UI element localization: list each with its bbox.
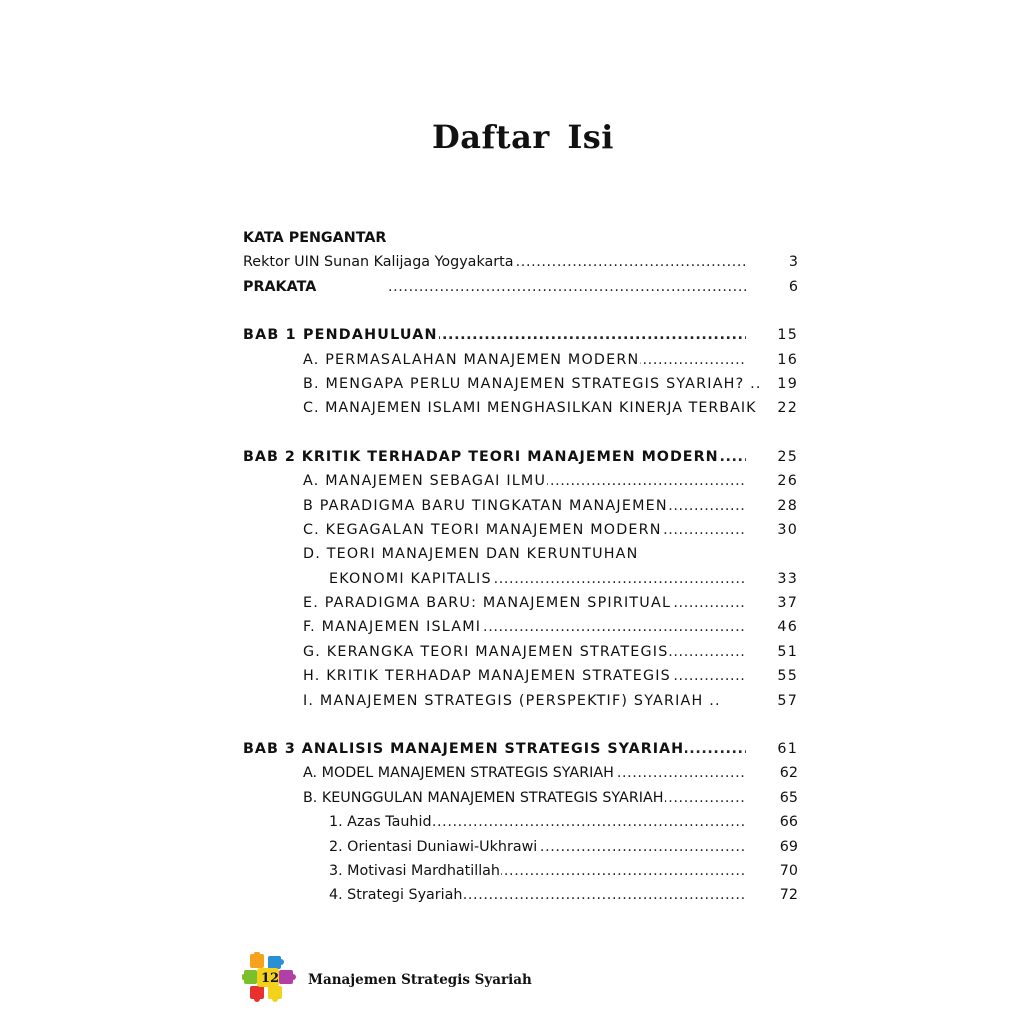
toc-entry-text: I. MANAJEMEN STRATEGIS (PERSPEKTIF) SYARIAH .. (303, 692, 721, 709)
toc-entry-text: C. KEGAGALAN TEORI MANAJEMEN MODERN (303, 521, 662, 538)
toc-page-number: 69 (779, 838, 798, 855)
toc-page-number: 46 (777, 619, 798, 636)
toc-entry-text: 2. Orientasi Duniawi-Ukhrawi (329, 838, 538, 855)
toc-entry-bab-2-e[interactable] (243, 591, 798, 615)
toc-entry-text: B PARADIGMA BARU TINGKATAN MANAJEMEN (303, 497, 668, 514)
toc-entry-bab-3-a[interactable] (243, 761, 798, 785)
toc-entry-bab-3-b-4[interactable] (243, 883, 798, 907)
toc-entry-text: C. MANAJEMEN ISLAMI MENGHASILKAN KINERJA TERBAIK (303, 400, 757, 417)
toc-page-number: 70 (779, 862, 798, 879)
toc-entry-bab-3[interactable] (243, 737, 798, 761)
toc-entry-bab-1-b[interactable] (243, 372, 798, 396)
running-title: Manajemen Strategis Syariah (308, 972, 532, 988)
toc-page-number: 57 (777, 692, 798, 709)
toc-page-number: 25 (777, 448, 798, 465)
toc-entry-text: Rektor UIN Sunan Kalijaga Yogyakarta (243, 254, 514, 271)
toc-entry-bab-2-i[interactable] (243, 689, 798, 713)
toc-entry-bab-2-f[interactable] (243, 615, 798, 639)
toc-page-number: 62 (779, 765, 798, 782)
toc-entry-text: B. MENGAPA PERLU MANAJEMEN STRATEGIS SYARIAH? .. (303, 375, 762, 392)
toc-page-number: 16 (777, 351, 798, 368)
toc-entry-bab-3-b-3[interactable] (243, 859, 798, 883)
toc-entry-text: H. KRITIK TERHADAP MANAJEMEN STRATEGIS (303, 668, 671, 685)
toc-entry-bab-2-d-cont[interactable] (243, 567, 798, 591)
toc-page-number: 15 (777, 327, 798, 344)
toc-entry-bab-2-h[interactable] (243, 664, 798, 688)
toc-entry-text: BAB 3 ANALISIS MANAJEMEN STRATEGIS SYARIAH (243, 741, 685, 758)
toc-page-number: 65 (779, 789, 798, 806)
toc-entry-bab-1[interactable] (243, 323, 798, 347)
toc-entry-bab-1-c[interactable] (243, 396, 798, 420)
toc-entry-text: BAB 2 KRITIK TERHADAP TEORI MANAJEMEN MODERN (243, 448, 719, 465)
toc-page-number: 19 (777, 375, 798, 392)
toc-entry-bab-3-b-2[interactable] (243, 835, 798, 859)
toc-entry-text: A. MANAJEMEN SEBAGAI ILMU (303, 473, 547, 490)
toc-entry-text: 3. Motivasi Mardhatillah (329, 862, 500, 879)
toc-entry-text: KATA PENGANTAR (243, 230, 387, 246)
toc-entry-text: A. PERMASALAHAN MANAJEMEN MODERN (303, 351, 640, 368)
toc-page-number: 37 (777, 595, 798, 612)
toc-page-number: 22 (777, 400, 798, 417)
toc-entry-text: EKONOMI KAPITALIS (329, 570, 492, 587)
toc-entry-bab-2[interactable] (243, 445, 798, 469)
page-title: Daftar Isi (432, 118, 614, 156)
toc-entry-text: PRAKATA (243, 278, 317, 295)
toc-entry-text: F. MANAJEMEN ISLAMI (303, 619, 482, 636)
toc-entry-prakata[interactable] (243, 275, 798, 299)
toc-page-number: 72 (779, 887, 798, 904)
toc-page-number: 6 (788, 278, 798, 295)
page-number: 12 (261, 971, 280, 986)
toc-entry-text: G. KERANGKA TEORI MANAJEMEN STRATEGIS (303, 643, 669, 660)
toc-entry-text: B. KEUNGGULAN MANAJEMEN STRATEGIS SYARIAH (303, 789, 664, 806)
toc-entry-rektor[interactable] (243, 250, 798, 274)
toc-entry-text: A. MODEL MANAJEMEN STRATEGIS SYARIAH (303, 765, 614, 782)
page-footer (242, 952, 562, 1002)
toc-page-number: 3 (788, 254, 798, 271)
toc-page-number: 33 (777, 570, 798, 587)
toc-entry-bab-3-b-1[interactable] (243, 810, 798, 834)
toc-entry-bab-2-b[interactable] (243, 494, 798, 518)
table-of-contents (243, 226, 798, 908)
toc-entry-text: D. TEORI MANAJEMEN DAN KERUNTUHAN (303, 546, 639, 563)
toc-entry-bab-3-b[interactable] (243, 786, 798, 810)
toc-entry-bab-2-d[interactable] (243, 542, 798, 566)
toc-entry-bab-2-g[interactable] (243, 640, 798, 664)
toc-page-number: 26 (777, 473, 798, 490)
toc-page-number: 55 (777, 668, 798, 685)
toc-entry-bab-1-a[interactable] (243, 348, 798, 372)
toc-page-number: 30 (777, 521, 798, 538)
toc-entry-bab-2-c[interactable] (243, 518, 798, 542)
toc-entry-bab-2-a[interactable] (243, 469, 798, 493)
toc-kata-pengantar (243, 226, 798, 250)
toc-entry-text: 1. Azas Tauhid (329, 814, 432, 831)
toc-page-number: 61 (777, 741, 798, 758)
toc-page-number: 66 (779, 814, 798, 831)
toc-entry-text: BAB 1 PENDAHULUAN (243, 327, 438, 344)
toc-page-number: 51 (777, 643, 798, 660)
toc-entry-text: E. PARADIGMA BARU: MANAJEMEN SPIRITUAL (303, 595, 672, 612)
toc-entry-text: 4. Strategi Syariah (329, 887, 463, 904)
toc-page-number: 28 (777, 497, 798, 514)
